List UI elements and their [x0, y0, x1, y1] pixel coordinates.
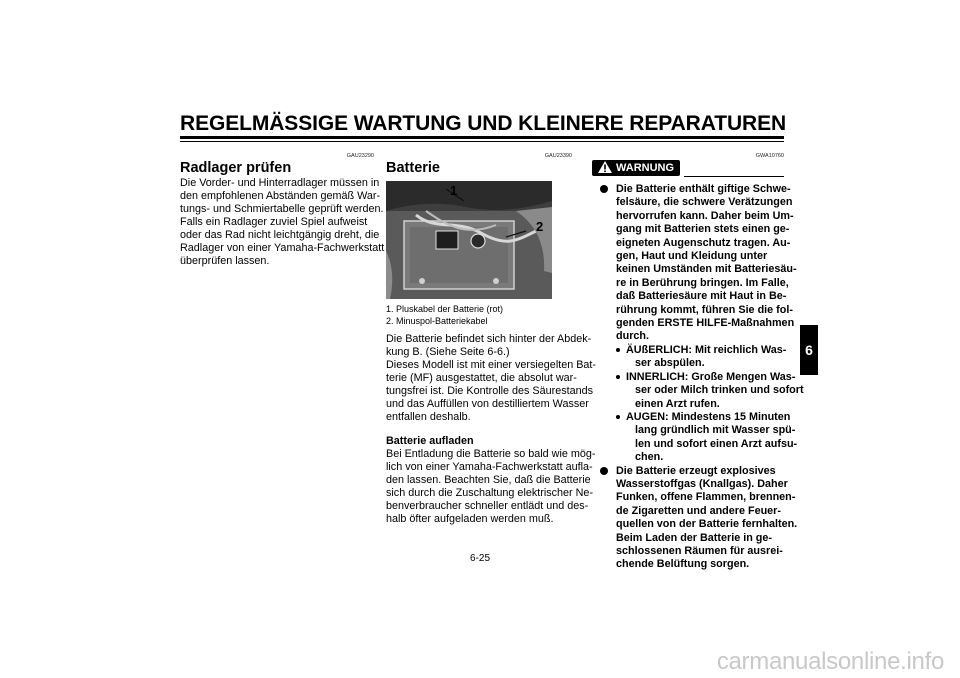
text-line: INNERLICH: Große Mengen Was- — [626, 370, 796, 383]
warning-sub-eyes — [600, 411, 804, 465]
figure-label-1: 1 — [450, 183, 458, 198]
left-code: GAU23290 — [346, 153, 374, 159]
battery-photo — [386, 181, 552, 299]
caption-2: 2. Minuspol-Batteriekabel — [386, 316, 488, 326]
text-line: ÄUßERLICH: Mit reichlich Was- — [626, 343, 787, 356]
text-line: lang gründlich mit Wasser spü- — [635, 424, 796, 437]
text-line: chende Belüftung sorgen. — [616, 558, 750, 571]
text-line: tungsfrei ist. Die Kontrolle des Säurestands — [386, 385, 594, 397]
header-rule-thin — [180, 141, 784, 142]
middle-code: GAU23390 — [544, 153, 572, 159]
text-line: ser abspülen. — [635, 357, 705, 370]
section-title-batterie — [386, 160, 440, 177]
text-line: überprüfen lassen. — [180, 255, 270, 267]
sub-bullet-icon — [616, 375, 620, 379]
subhead-batterie-aufladen: Batterie aufladen — [386, 435, 474, 447]
sub-bullet-icon — [616, 348, 620, 352]
text-line: entfallen deshalb. — [386, 411, 471, 423]
text-line: oder das Rad nicht leichtgängig dreht, die — [180, 229, 380, 241]
bullet-icon — [600, 185, 608, 193]
text-line: len und sofort einen Arzt aufsu- — [635, 437, 798, 450]
text-line: chen. — [635, 451, 664, 464]
text-line: Beim Laden der Batterie in ge- — [616, 531, 772, 544]
warning-sub-internal — [600, 371, 804, 411]
left-column — [180, 160, 384, 268]
figure-captions — [386, 303, 503, 327]
warning-badge — [592, 160, 680, 176]
text-line: gang mit Batterien stets einen ge- — [616, 223, 790, 236]
header-rule — [180, 136, 784, 139]
page-header-title: REGELMÄSSIGE WARTUNG UND KLEINERE REPARATUREN — [180, 112, 787, 135]
warning-item-acid — [600, 183, 804, 344]
text-line: den lassen. Beachten Sie, daß die Batterie — [386, 474, 591, 486]
figure-label-2: 2 — [536, 219, 544, 234]
text-line: tungs- und Schmiertabelle geprüft werden. — [180, 203, 384, 215]
text-line: Falls ein Radlager zuviel Spiel aufweist — [180, 216, 368, 228]
caption-1: 1. Pluskabel der Batterie (rot) — [386, 304, 504, 314]
text-line: Wasserstoffgas (Knallgas). Daher — [616, 477, 788, 490]
text-line: gen, Haut und Kleidung unter — [616, 250, 768, 263]
text-line: Bei Entladung die Batterie so bald wie mög- — [386, 448, 596, 460]
text-line: quellen von der Batterie fernhalten. — [616, 518, 798, 531]
text-line: felsäure, die schwere Verätzungen — [616, 196, 793, 209]
text-line: Die Batterie enthält giftige Schwe- — [616, 183, 791, 195]
aufladen-paragraph — [386, 448, 596, 526]
text-line: einen Arzt rufen. — [635, 397, 720, 410]
text-line: rührung kommt, führen Sie die fol- — [616, 303, 793, 316]
text-line: durch. — [616, 330, 649, 343]
text-line: hervorrufen kann. Daher beim Um- — [616, 209, 794, 222]
text-line: den empfohlenen Abständen gemäß War- — [180, 190, 381, 202]
text-line: Radlager von einer Yamaha-Fachwerkstatt — [180, 242, 385, 254]
text-line: daß Batteriesäure mit Haut in Be- — [616, 290, 787, 303]
warning-code: GWA10760 — [755, 153, 784, 159]
text-line: schlossenen Räumen für ausrei- — [616, 544, 783, 557]
warning-sub-external — [600, 344, 804, 371]
text-line: Die Vorder- und Hinterradlager müssen in — [180, 177, 380, 189]
text-line: und das Auffüllen von destilliertem Wasser — [386, 398, 589, 410]
text-line: terie (MF) ausgestattet, die absolut war- — [386, 372, 577, 384]
warning-header — [592, 160, 784, 178]
watermark: carmanualsonline.info — [716, 648, 944, 675]
text-line: Die Batterie erzeugt explosives — [616, 464, 776, 477]
text-line: eigneten Augenschutz tragen. Au- — [616, 236, 791, 249]
text-line: sich durch die Zuschaltung elektrischer Ne- — [386, 487, 594, 499]
chapter-tab: 6 — [800, 325, 818, 375]
page-number: 6-25 — [469, 553, 490, 564]
sub-bullet-icon — [616, 415, 620, 419]
batterie-text — [386, 333, 596, 526]
bullet-icon — [600, 467, 608, 475]
warning-body — [600, 183, 804, 572]
text-line: ser oder Milch trinken und sofort — [635, 384, 804, 397]
section-title-radlager: Radlager prüfen — [180, 160, 292, 176]
text-line: halb öfter aufgeladen werden muß. — [386, 513, 554, 525]
text-line: genden ERSTE HILFE-Maßnahmen — [616, 317, 795, 330]
batterie-title-text: Batterie — [386, 160, 440, 176]
text-line: AUGEN: Mindestens 15 Minuten — [626, 410, 791, 423]
battery-photo-svg — [386, 181, 552, 299]
text-line: de Zigaretten und andere Feuer- — [616, 504, 781, 517]
text-line: keinen Umständen mit Batteriesäu- — [616, 263, 797, 276]
warning-header-line — [684, 176, 784, 177]
batterie-paragraph — [386, 333, 596, 424]
warning-badge-label: WARNUNG — [616, 162, 675, 174]
text-line: benverbraucher schneller entlädt und des- — [386, 500, 589, 512]
text-line: Die Batterie befindet sich hinter der Abdek- — [386, 333, 592, 345]
text-line: re in Berührung bringen. Im Falle, — [616, 276, 789, 289]
warning-triangle-icon — [598, 161, 612, 176]
text-line: kung B. (Siehe Seite 6-6.) — [386, 346, 510, 358]
radlager-paragraph — [180, 177, 384, 268]
text-line: lich von einer Yamaha-Fachwerkstatt aufla- — [386, 461, 593, 473]
text-line: Funken, offene Flammen, brennen- — [616, 491, 796, 504]
text-line: Dieses Modell ist mit einer versiegelten Bat- — [386, 359, 597, 371]
